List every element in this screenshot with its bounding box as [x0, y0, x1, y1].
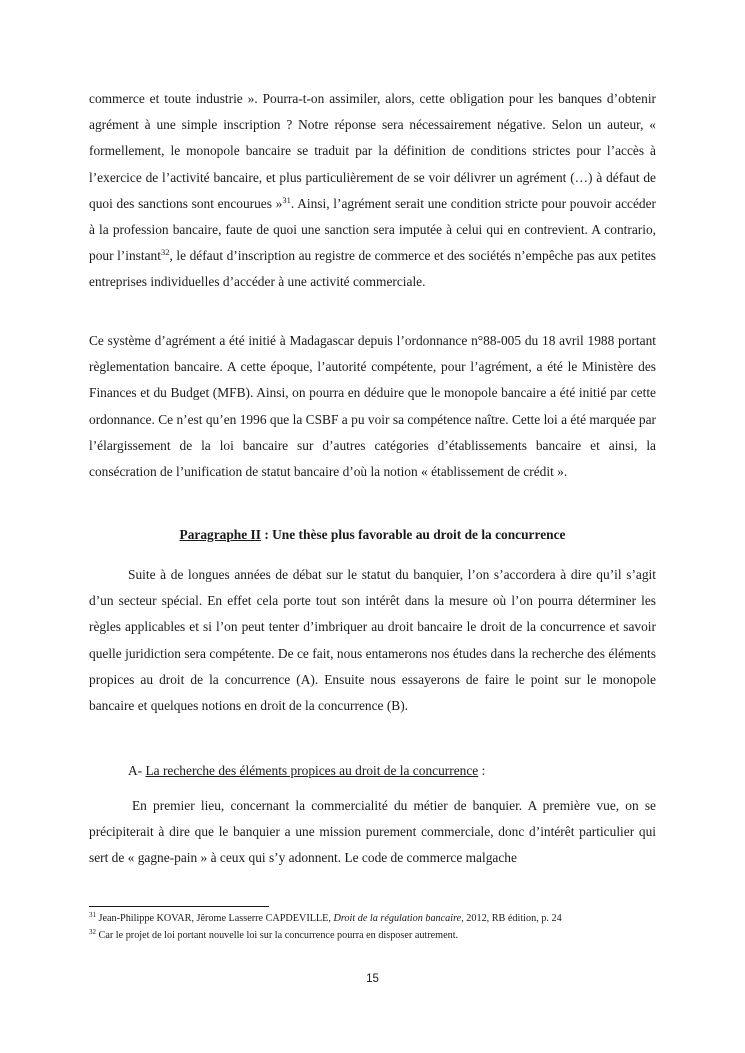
footnote-text: , 2012, RB édition, p. 24: [461, 913, 562, 924]
footnote-text: Jean-Philippe KOVAR, Jêrome Lasserre CAPDEVILLE,: [96, 913, 334, 924]
section-heading-label: Paragraphe II: [179, 527, 261, 542]
footnote-31: [89, 911, 656, 927]
paragraph-1: [89, 86, 656, 296]
footnote-text: Car le projet de loi portant nouvelle loi sur la concurrence pourra en disposer autrement.: [96, 930, 459, 941]
footnote-separator: [89, 906, 269, 907]
footnotes: [89, 911, 656, 944]
footnote-ref-31[interactable]: 31: [282, 194, 291, 205]
paragraph-2: Ce système d’agrément a été initié à Madagascar depuis l’ordonnance n°88-005 du 18 avril 1988 portant règlementation bancaire. A cette époque, l’autorité compétente, pour l’agrément, a été le Ministère des Finances et du Budget (MFB). Ainsi, on pourra en déduire que le monopole bancaire a été initié par cette ordonnance. Ce n’est qu’en 1996 que la CSBF a pu voir sa compétence naître. Cette loi a été marquée par l’élargissement de la loi bancaire sur d’autres catégories d’établissements bancaire et ainsi, la consécration de l’unification de statut bancaire d’où la notion « établissement de crédit ».: [89, 333, 656, 480]
section-heading: [89, 525, 656, 545]
page-number: 15: [366, 973, 379, 985]
section-heading-title: : Une thèse plus favorable au droit de la concurrence: [260, 527, 566, 542]
subsection-title: La recherche des éléments propices au droit de la concurrence: [145, 763, 479, 778]
paragraph-4: En premier lieu, concernant la commercialité du métier de banquier. A première vue, on se précipiterait à dire que le banquier a une mission purement commerciale, donc d’intérêt particulier qui sert de « gagne-pain » à ceux qui s’y adonnent. Le code de commerce malgache: [89, 798, 656, 866]
paragraph-1-text-b: . Ainsi, l’agrément serait une condition stricte pour pouvoir accéder à la profession bancaire, faute de quoi une sanction sera imputée à celui qui en contrevient. A contrario, pour l’instant: [89, 195, 656, 264]
footnote-number: 31: [89, 911, 96, 919]
subsection-marker: A-: [128, 763, 146, 778]
paragraph-1-text-c: , le défaut d’inscription au registre de commerce et des sociétés n’empêche pas aux petites entreprises individuelles d’accéder à une activité commerciale.: [89, 248, 656, 290]
footnote-book-title: Droit de la régulation bancaire: [333, 913, 462, 924]
footnote-number: 32: [89, 928, 96, 936]
footnote-32: [89, 928, 656, 944]
paragraph-3: Suite à de longues années de débat sur le statut du banquier, l’on s’accordera à dire qu’il s’agit d’un secteur spécial. En effet cela porte tout son intérêt dans la mesure où l’on pourra déterminer les règles applicables et si l’on peut tenter d’imbriquer au droit bancaire le droit de la concurrence et savoir quelle juridiction sera compétente. De ce fait, nous entamerons nos études dans la recherche des éléments propices au droit de la concurrence (A). Ensuite nous essayerons de faire le point sur le monopole bancaire et quelques notions en droit de la concurrence (B).: [89, 567, 656, 714]
paragraph-1-text-a: commerce et toute industrie ». Pourra-t-on assimiler, alors, cette obligation pour les banques d’obtenir agrément à une simple inscription ? Notre réponse sera nécessairement négative. Selon un auteur, « formellement, le monopole bancaire se traduit par la définition de conditions strictes pour l’accès à l’exercice de l’activité bancaire, et plus particulièrement de se voir délivrer un agrément (…) à défaut de quoi des sanctions sont encourues »: [89, 91, 656, 211]
subsection-heading: [128, 761, 485, 781]
footnote-ref-32[interactable]: 32: [160, 247, 170, 258]
subsection-suffix: :: [478, 763, 486, 778]
